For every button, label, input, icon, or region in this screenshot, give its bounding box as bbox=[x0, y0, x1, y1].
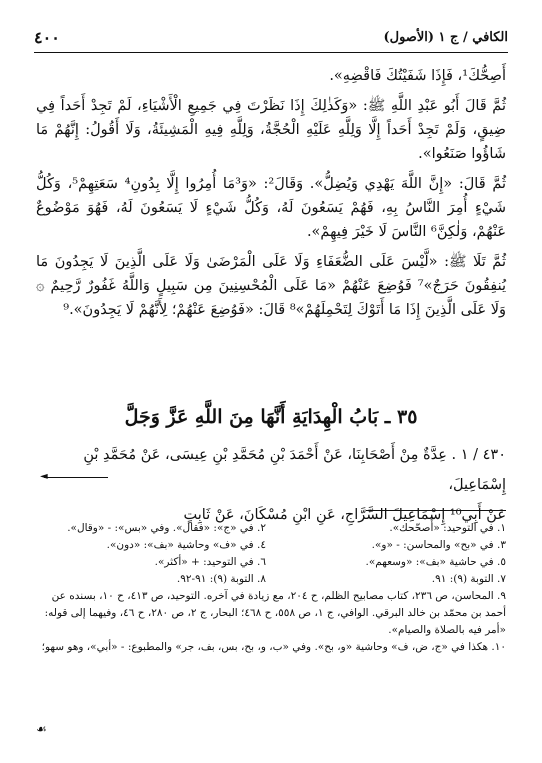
page-header bbox=[34, 28, 508, 50]
left-arrow-icon: ◄ bbox=[40, 471, 48, 482]
chapter-title: ٣٥ ـ بَابُ الْهِدَايَةِ أَنَّهَا مِنَ اللَّهِ عَزَّ وَجَلَّ bbox=[124, 406, 418, 428]
footnote-10: ١٠. هكذا في «ج، ض، ف» وحاشية «و، بح». وفي «ب، و، بح، بس، بف، جر» والمطبوع: - «أبي»، وهو سهو؛ bbox=[41, 641, 506, 653]
footnote-3: ٣. في «بح» والمحاسن: - «و». bbox=[371, 539, 506, 551]
footnote-2: ٢. في «ج»: «فقال». وفي «بس»: - «وقال». bbox=[67, 522, 266, 534]
paragraph-4: ثُمَّ تَلَا ﷺ: «لَّيْسَ عَلَى الضُّعَفَاءِ وَلَا عَلَى الْمَرْضَىٰ وَلَا عَلَى الَّذِينَ لَا يَجِدُونَ مَا يُنفِقُونَ حَرَجٌ»⁷ فَوُضِعَ عَنْهُمْ «مَا عَلَى الْمُحْسِنِينَ مِن سَبِيلٍ وَاللَّهُ غَفُورٌ رَّحِيمٌ ۞ وَلَا عَلَى الَّذِينَ إِذَا مَا أَتَوْكَ لِتَحْمِلَهُمْ»⁸ قَالَ: «فَوُضِعَ عَنْهُمْ؛ لِأَنَّهُمْ لَا يَجِدُونَ».⁹ bbox=[36, 254, 506, 318]
paragraph-1: أَصِحُّكَ¹، فَإِذَا شَفَيْتُكَ فَاقْضِهِ». bbox=[329, 68, 506, 84]
continuation-line bbox=[44, 477, 108, 478]
footnote-5: ٥. في حاشية «بف»: «وسعهم». bbox=[365, 556, 506, 568]
footnote-1: ١. في التوحيد: «أُصحّحك». bbox=[389, 522, 506, 534]
footnote-7: ٧. التوبة (٩): ٩١. bbox=[431, 573, 506, 585]
hadith-chain bbox=[36, 440, 506, 530]
main-text bbox=[36, 64, 506, 328]
page-number: ٤٠٠ bbox=[34, 28, 60, 47]
footnote-6: ٦. في التوحيد: + «أكثر». bbox=[154, 556, 266, 568]
header-rule bbox=[34, 52, 508, 53]
end-ornament: ☙ bbox=[36, 722, 47, 736]
running-title: الكافي / ج ١ (الأصول) bbox=[383, 30, 508, 45]
footnote-8: ٨. التوبة (٩): ٩١-٩٢. bbox=[176, 573, 266, 585]
hadith-line-2: عَنْ أَبِي¹⁰ إِسْمَاعِيلَ السَّرَّاجِ، عَنِ ابْنِ مُسْكَانَ، عَنْ ثَابِتٍ bbox=[183, 507, 506, 523]
footnote-rule bbox=[366, 510, 506, 511]
footnote-9: ٩. المحاسن، ص ٢٣٦، كتاب مصابيح الظلم، ح ٢٠٤، مع زيادة في آخره. التوحيد، ص ٤١٣، ح ١٠، بسنده عن أحمد بن محمّد بن خالد البرقي. الوافي، ج ١، ص ٥٥٨، ح ٤٦٨؛ البحار، ج ٢، ص ٢٨٠، ح ٤٦، وفيهما إلى قوله: «أمر فيه بالصلاة والصيام». bbox=[44, 590, 506, 636]
paragraph-2: ثُمَّ قَالَ أَبُو عَبْدِ اللَّهِ ﷺ: «وَكَذٰلِكَ إِذَا نَظَرْتَ فِي جَمِيعِ الْأَشْيَاءِ، لَمْ تَجِدْ أَحَداً فِي ضِيقٍ، وَلَمْ تَجِدْ أَحَداً إِلَّا وَلِلَّهِ عَلَيْهِ الْحُجَّةُ، وَلِلَّهِ فِيهِ الْمَشِيئَةُ، وَلَا أَقُولُ: إِنَّهُمْ مَا شَاؤُوا صَنَعُوا». bbox=[36, 98, 506, 162]
footnotes bbox=[36, 520, 506, 656]
hadith-line-1: ٤٣٠ / ١ . عِدَّةٌ مِنْ أَصْحَابِنَا، عَنْ أَحْمَدَ بْنِ مُحَمَّدِ بْنِ عِيسَى، عَنْ مُحَمَّدِ بْنِ إِسْمَاعِيلَ، bbox=[83, 447, 506, 493]
paragraph-3: ثُمَّ قَالَ: «إِنَّ اللَّهَ يَهْدِي وَيُضِلُّ». وَقَالَ²: «وَ³مَا أُمِرُوا إِلَّا بِدُونِ⁴ سَعَتِهِمْ⁵، وَكُلُّ شَيْءٍ أُمِرَ النَّاسُ بِهِ، فَهُمْ يَسَعُونَ لَهُ، وَكُلُّ شَيْءٍ لَا يَسَعُونَ لَهُ، فَهُوَ مَوْضُوعٌ عَنْهُمْ، وَلٰكِنَّ⁶ النَّاسَ لَا خَيْرَ فِيهِمْ». bbox=[36, 176, 506, 240]
footnote-4: ٤. في «ف» وحاشية «بف»: «دون». bbox=[106, 539, 266, 551]
